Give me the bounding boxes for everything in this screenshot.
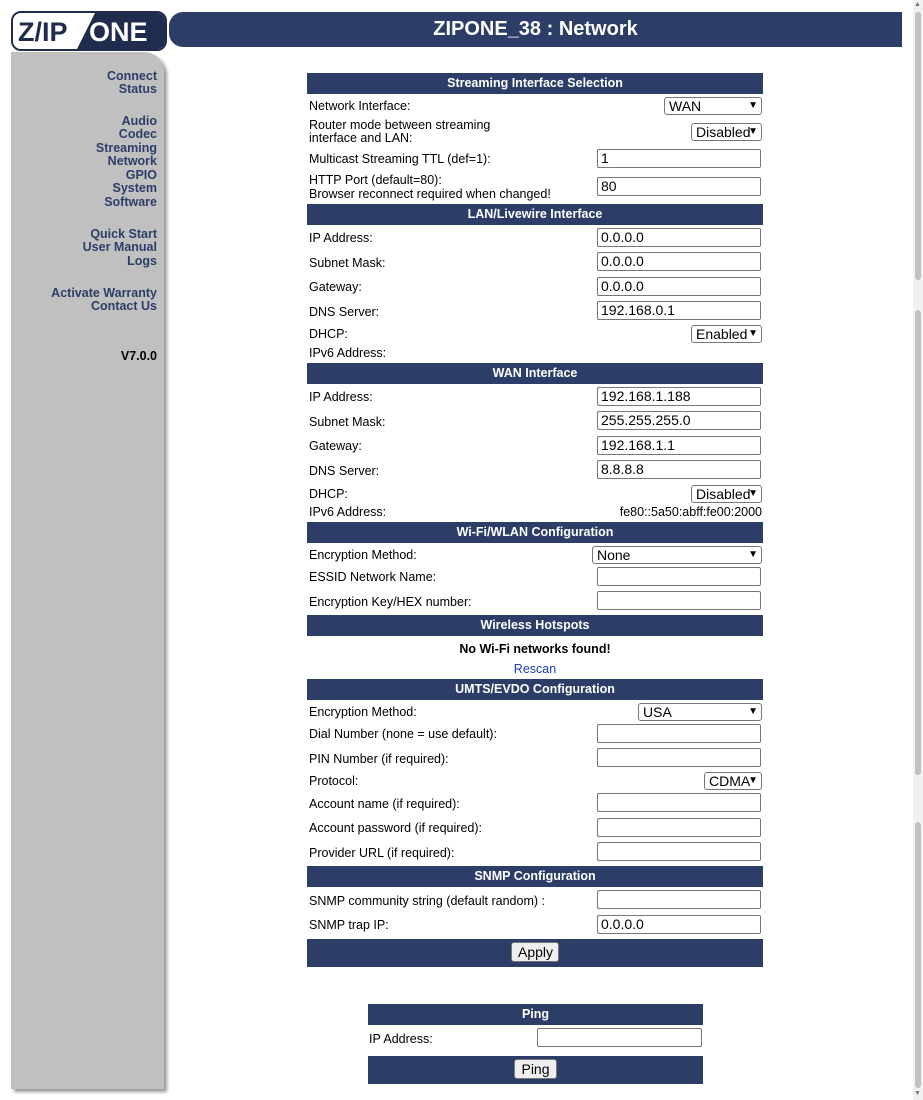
chevron-down-icon: ▼	[748, 549, 758, 560]
wifi-encryption-label: Encryption Method:	[309, 548, 417, 562]
scroll-up-icon[interactable]: ▲	[914, 1, 921, 8]
account-password-input[interactable]	[597, 818, 761, 837]
section-lan-header: LAN/Livewire Interface	[307, 204, 763, 225]
network-interface-label: Network Interface:	[309, 99, 411, 113]
pin-number-label: PIN Number (if required):	[309, 752, 449, 766]
scroll-down-icon[interactable]: ▼	[914, 1090, 921, 1097]
scrollbar-thumb-bottom[interactable]	[915, 822, 921, 1088]
page-title: ZIPONE_38 : Network	[169, 12, 902, 47]
lan-subnet-input[interactable]: 0.0.0.0	[597, 252, 761, 271]
scrollbar-thumb-top[interactable]	[915, 12, 921, 280]
http-port-label-line2: Browser reconnect required when changed!	[309, 187, 551, 201]
multicast-ttl-label: Multicast Streaming TTL (def=1):	[309, 152, 491, 166]
sidebar-item-activate-warranty[interactable]: Activate Warranty	[51, 286, 157, 300]
encryption-key-label: Encryption Key/HEX number:	[309, 595, 472, 609]
wan-subnet-label: Subnet Mask:	[309, 415, 386, 429]
sidebar-item-user-manual[interactable]: User Manual	[82, 240, 157, 254]
no-networks-message: No Wi-Fi networks found!	[459, 642, 611, 656]
pin-number-input[interactable]	[597, 748, 761, 767]
sidebar-item-codec[interactable]: Codec	[118, 127, 157, 141]
apply-button[interactable]: Apply	[511, 942, 559, 962]
account-name-label: Account name (if required):	[309, 797, 460, 811]
wan-ipv6-label: IPv6 Address:	[309, 505, 387, 519]
wan-ipv6-value: fe80::5a50:abff:fe00:2000	[619, 505, 762, 519]
chevron-down-icon: ▼	[748, 126, 758, 137]
snmp-trap-input[interactable]: 0.0.0.0	[597, 915, 761, 934]
section-wifi-header: Wi-Fi/WLAN Configuration	[307, 522, 763, 543]
lan-dhcp-select[interactable]: Enabled ▼	[691, 325, 762, 343]
chevron-down-icon: ▼	[748, 775, 758, 786]
lan-ipv6-label: IPv6 Address:	[309, 346, 387, 360]
snmp-community-input[interactable]	[597, 890, 761, 909]
protocol-select[interactable]: CDMA ▼	[704, 772, 762, 790]
rescan-link[interactable]: Rescan	[513, 662, 557, 676]
provider-url-input[interactable]	[597, 842, 761, 861]
dial-number-input[interactable]	[597, 724, 761, 743]
section-wan-header: WAN Interface	[307, 363, 763, 384]
lan-dns-input[interactable]: 192.168.0.1	[597, 301, 761, 320]
zipone-logo	[11, 11, 167, 51]
sidebar-item-status[interactable]: Status	[118, 82, 157, 96]
wan-dhcp-select[interactable]: Disabled ▼	[691, 485, 762, 503]
chevron-down-icon: ▼	[748, 706, 758, 717]
chevron-down-icon: ▼	[748, 100, 758, 111]
lan-ip-label: IP Address:	[309, 231, 373, 245]
chevron-down-icon: ▼	[748, 328, 758, 339]
router-mode-select[interactable]: Disabled ▼	[691, 123, 762, 141]
wan-dns-label: DNS Server:	[309, 464, 380, 478]
section-umts-header: UMTS/EVDO Configuration	[307, 679, 763, 700]
sidebar-item-software[interactable]: Software	[104, 195, 157, 209]
lan-ip-input[interactable]: 0.0.0.0	[597, 228, 761, 247]
chevron-down-icon: ▼	[748, 488, 758, 499]
ping-ip-label: IP Address:	[369, 1032, 433, 1046]
svg-text:Z/IP: Z/IP	[18, 17, 68, 47]
section-ping-header: Ping	[368, 1004, 703, 1025]
sidebar-item-streaming[interactable]: Streaming	[95, 141, 157, 155]
lan-gateway-input[interactable]: 0.0.0.0	[597, 277, 761, 296]
wan-gateway-input[interactable]: 192.168.1.1	[597, 436, 761, 455]
sidebar-item-system[interactable]: System	[112, 181, 157, 195]
router-mode-label-line1: Router mode between streaming	[309, 118, 491, 132]
sidebar	[11, 52, 164, 1089]
snmp-community-label: SNMP community string (default random) :	[309, 894, 545, 908]
section-snmp-header: SNMP Configuration	[307, 866, 763, 887]
account-password-label: Account password (if required):	[309, 821, 482, 835]
section-hotspots-header: Wireless Hotspots	[307, 615, 763, 636]
svg-text:ONE: ONE	[89, 17, 148, 47]
sidebar-item-gpio[interactable]: GPIO	[125, 168, 157, 182]
sidebar-item-quick-start[interactable]: Quick Start	[90, 227, 157, 241]
lan-subnet-label: Subnet Mask:	[309, 256, 386, 270]
http-port-label-line1: HTTP Port (default=80):	[309, 173, 442, 187]
ping-ip-input[interactable]	[537, 1028, 702, 1047]
snmp-trap-label: SNMP trap IP:	[309, 918, 389, 932]
scrollbar-thumb-middle[interactable]	[915, 310, 921, 775]
wan-ip-label: IP Address:	[309, 390, 373, 404]
sidebar-item-logs[interactable]: Logs	[127, 254, 157, 268]
essid-input[interactable]	[597, 567, 761, 586]
dial-number-label: Dial Number (none = use default):	[309, 727, 497, 741]
lan-dns-label: DNS Server:	[309, 305, 380, 319]
sidebar-item-contact-us[interactable]: Contact Us	[91, 299, 157, 313]
http-port-input[interactable]: 80	[597, 177, 761, 196]
section-streaming-header: Streaming Interface Selection	[307, 73, 763, 94]
lan-gateway-label: Gateway:	[309, 280, 362, 294]
lan-dhcp-label: DHCP:	[309, 327, 348, 341]
sidebar-item-connect[interactable]: Connect	[107, 69, 157, 83]
provider-url-label: Provider URL (if required):	[309, 846, 455, 860]
umts-encryption-select[interactable]: USA ▼	[638, 703, 762, 721]
protocol-label: Protocol:	[309, 774, 359, 788]
wan-dhcp-label: DHCP:	[309, 487, 348, 501]
account-name-input[interactable]	[597, 793, 761, 812]
router-mode-label-line2: interface and LAN:	[309, 131, 413, 145]
encryption-key-input[interactable]	[597, 591, 761, 610]
wan-dns-input[interactable]: 8.8.8.8	[597, 460, 761, 479]
essid-label: ESSID Network Name:	[309, 570, 437, 584]
firmware-version: V7.0.0	[120, 349, 157, 363]
sidebar-item-audio[interactable]: Audio	[121, 114, 157, 128]
wan-gateway-label: Gateway:	[309, 439, 362, 453]
multicast-ttl-input[interactable]: 1	[597, 149, 761, 168]
ping-button[interactable]: Ping	[514, 1059, 557, 1079]
wan-subnet-input[interactable]: 255.255.255.0	[597, 411, 761, 430]
wan-ip-input[interactable]: 192.168.1.188	[597, 387, 761, 406]
sidebar-item-network[interactable]: Network	[107, 154, 157, 168]
network-interface-select[interactable]: WAN ▼	[664, 97, 762, 115]
wifi-encryption-select[interactable]: None ▼	[592, 546, 762, 564]
umts-encryption-label: Encryption Method:	[309, 705, 417, 719]
